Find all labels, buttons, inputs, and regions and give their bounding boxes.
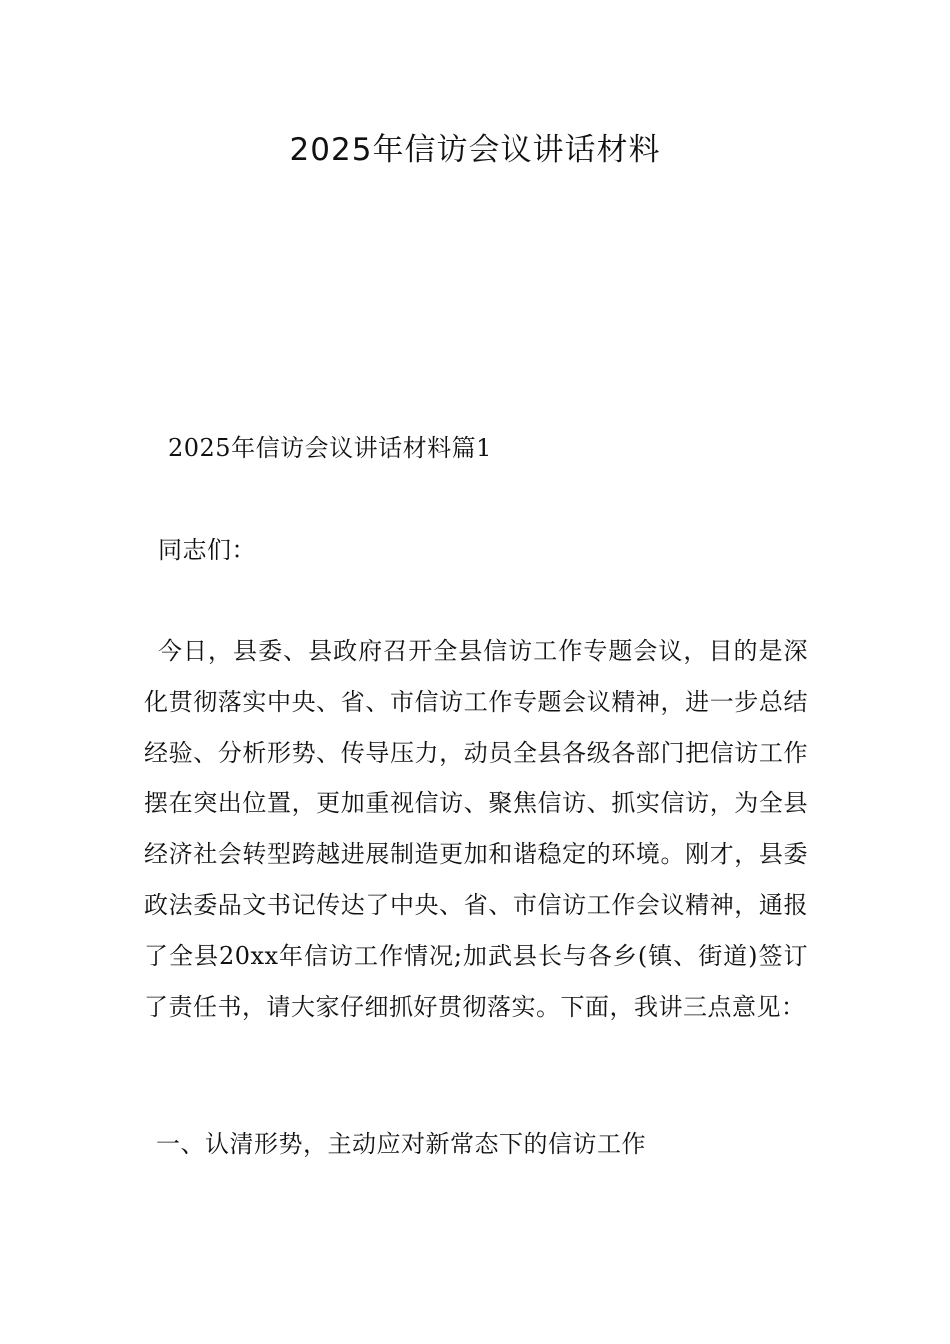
section-heading: 一、认清形势，主动应对新常态下的信访工作	[156, 1130, 646, 1158]
body-paragraph: 今日，县委、县政府召开全县信访工作专题会议，目的是深化贯彻落实中央、省、市信访工作专题会议精神，进一步总结经验、分析形势、传导压力，动员全县各级各部门把信访工作摆在突出位置，更加重视信访、聚焦信访、抓实信访，为全县经济社会转型跨越进展制造更加和谐稳定的环境。刚才，县委政法委品文书记传达了中央、省、市信访工作会议精神，通报了全县20xx年信访工作情况;加武县长与各乡(镇、街道)签订了责任书，请大家仔细抓好贯彻落实。下面，我讲三点意见：	[144, 637, 808, 1021]
section-title: 2025年信访会议讲话材料篇1	[168, 434, 492, 462]
salutation: 同志们：	[158, 536, 256, 564]
document-title: 2025年信访会议讲话材料	[289, 132, 661, 168]
